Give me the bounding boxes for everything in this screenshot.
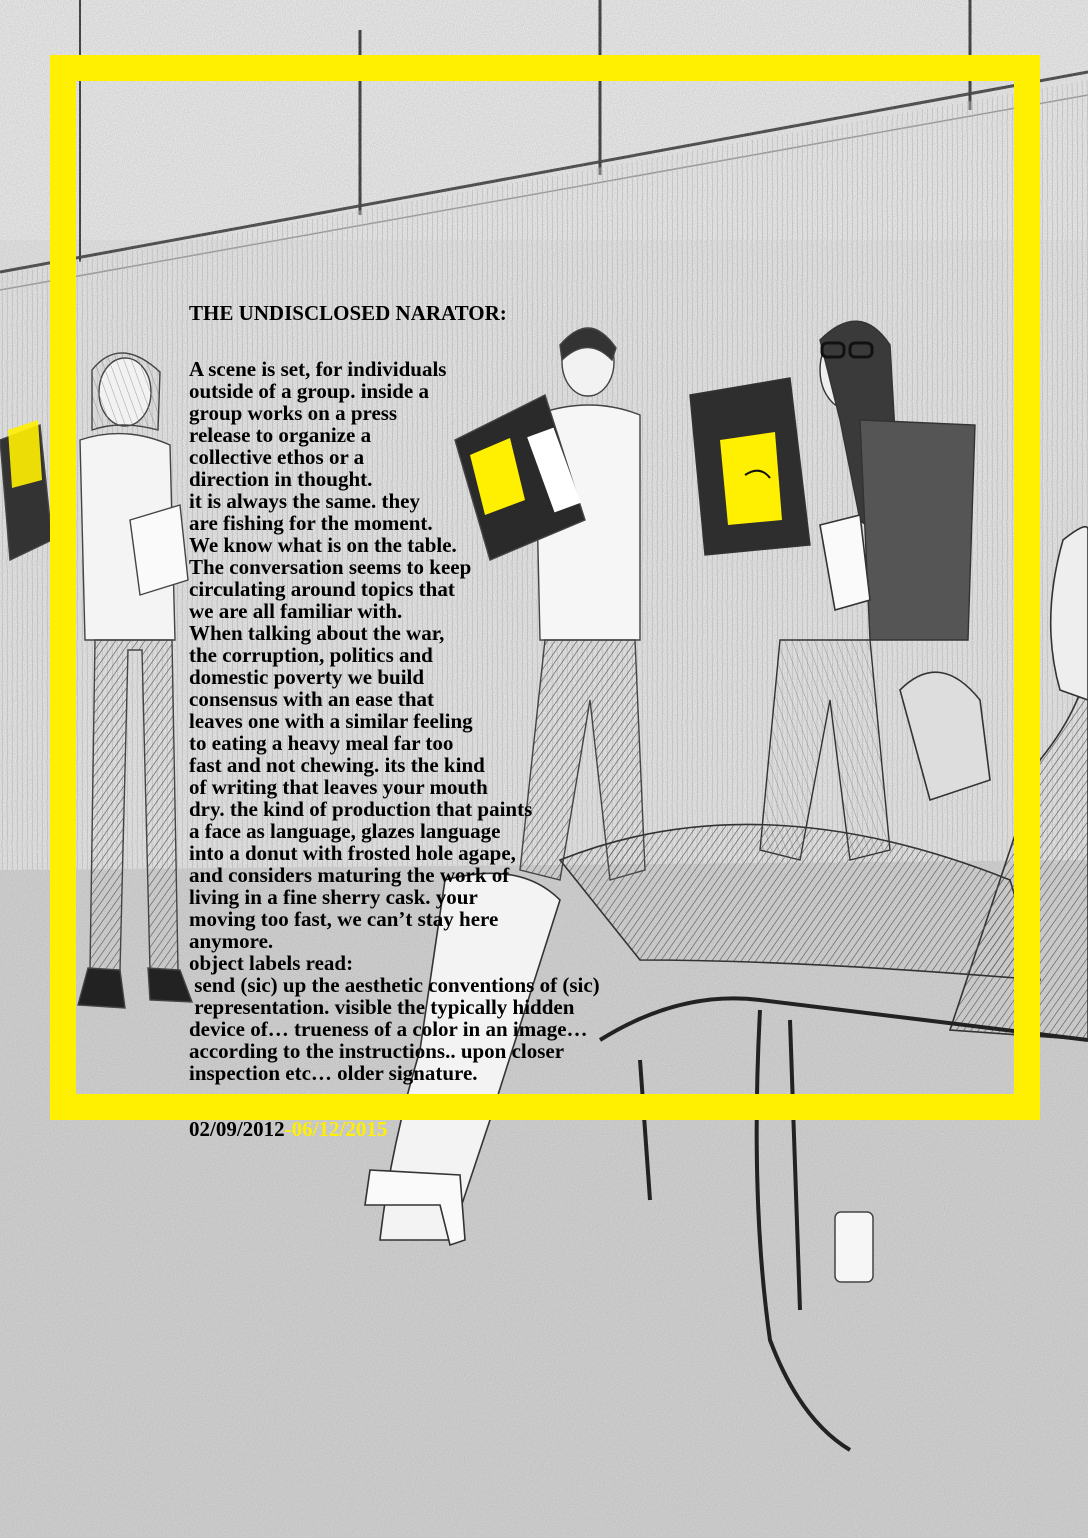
poem-line: fast and not chewing. its the kind [189, 753, 485, 777]
poem-line: inspection etc… older signature. [189, 1061, 478, 1085]
poem-line: release to organize a [189, 423, 372, 447]
poem-line: When talking about the war, [189, 621, 445, 645]
poem-line: into a donut with frosted hole agape, [189, 841, 516, 865]
poem-line: send (sic) up the aesthetic conventions of (sic) [189, 973, 600, 997]
poem-line: living in a fine sherry cask. your [189, 885, 478, 909]
poem-line: direction in thought. [189, 467, 373, 491]
date-start: 02/09/2012 [189, 1117, 285, 1141]
poem-line: device of… trueness of a color in an image… [189, 1017, 588, 1041]
date-end: -06/12/2015 [284, 1117, 388, 1141]
poem-line: We know what is on the table. [189, 533, 457, 557]
poem-line: the corruption, politics and [189, 643, 433, 667]
poem-line: dry. the kind of production that paints [189, 797, 533, 821]
date-range [189, 1118, 709, 1140]
poem-line: group works on a press [189, 401, 398, 425]
poem-line: The conversation seems to keep [189, 555, 472, 579]
poem-line: we are all familiar with. [189, 599, 403, 623]
poem-line: collective ethos or a [189, 445, 365, 469]
poem-line: are fishing for the moment. [189, 511, 433, 535]
poem-line: it is always the same. they [189, 489, 420, 513]
poem-title: THE UNDISCLOSED NARATOR: [189, 301, 507, 325]
narrator-text [189, 302, 709, 1140]
poem-line: circulating around topics that [189, 577, 455, 601]
poem-line: outside of a group. inside a [189, 379, 429, 403]
poem-line: object labels read: [189, 951, 354, 975]
poem-line: moving too fast, we can’t stay here [189, 907, 499, 931]
poem-line: A scene is set, for individuals [189, 357, 447, 381]
poem-line: according to the instructions.. upon closer [189, 1039, 565, 1063]
poem-line: consensus with an ease that [189, 687, 435, 711]
poem-line: domestic poverty we build [189, 665, 425, 689]
poem-line: leaves one with a similar feeling [189, 709, 473, 733]
poem-line: a face as language, glazes language [189, 819, 501, 843]
poem-line: representation. visible the typically hidden [189, 995, 575, 1019]
poem-line: of writing that leaves your mouth [189, 775, 488, 799]
poem-body [189, 358, 709, 1084]
poem-line: to eating a heavy meal far too [189, 731, 454, 755]
poem-line: anymore. [189, 929, 274, 953]
poem-line: and considers maturing the work of [189, 863, 510, 887]
